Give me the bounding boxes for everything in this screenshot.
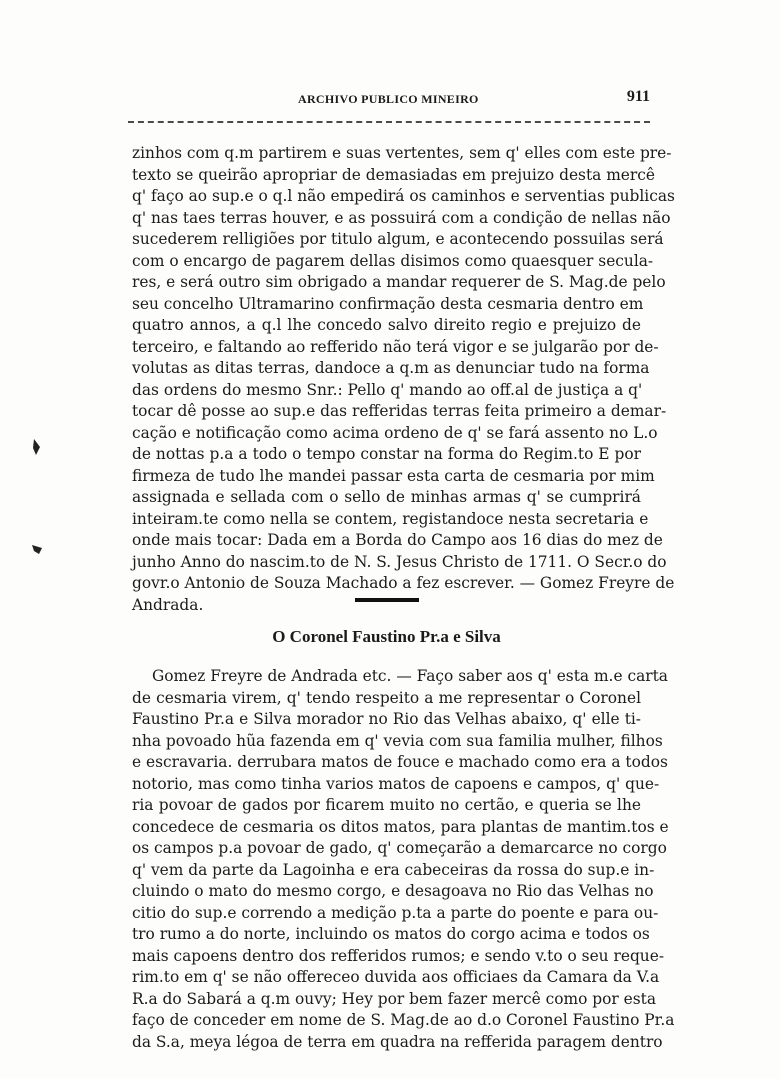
section-heading: O Coronel Faustino Pr.a e Silva [272, 627, 501, 646]
text-line: zinhos com q.m partirem e suas vertentes, sem q' elles com este pre- [132, 144, 672, 162]
text-line: assignada e sellada com o sello de minhas armas q' se cumprirá [132, 488, 641, 506]
text-line: e escravaria. derrubara matos de fouce e machado como era a todos [132, 753, 668, 771]
text-line: tocar dê posse ao sup.e das refferidas terras feita primeiro a demar- [132, 402, 667, 420]
running-head [130, 88, 650, 118]
text-line: tro rumo a do norte, incluindo os matos do corgo acima e todos os [132, 925, 650, 943]
text-line: inteiram.te como nella se contem, registandoce nesta secretaria e [132, 509, 649, 528]
text-line: volutas as ditas terras, dandoce a q.m as denunciar tudo na forma [132, 359, 650, 377]
header-rule [128, 121, 650, 123]
text-line: Andrada. [132, 595, 204, 614]
paragraph-continued [132, 143, 675, 616]
text-line: de nottas p.a a todo o tempo constar na forma do Regim.to E por [132, 445, 641, 463]
text-line: quatro annos, a q.l lhe concedo salvo direito regio e prejuizo de [132, 316, 641, 334]
text-line: ria povoar de gados por ficarem muito no certão, e queria se lhe [132, 796, 641, 814]
text-line: faço de conceder em nome de S. Mag.de ao d.o Coronel Faustino Pr.a [132, 1011, 675, 1029]
text-line: cação e notificação como acima ordeno de q' se fará assento no L.o [132, 423, 658, 442]
text-line: firmeza de tudo lhe mandei passar esta carta de cesmaria por mim [132, 466, 655, 485]
text-line: junho Anno do nascim.to de N. S. Jesus Christo de 1711. O Secr.o do [132, 552, 667, 571]
text-line: cluindo o mato do mesmo corgo, e desagoava no Rio das Velhas no [132, 882, 654, 900]
paragraph-grant [132, 666, 675, 1053]
text-line: mais capoens dentro dos refferidos rumos; e sendo v.to o seu reque- [132, 946, 665, 965]
text-line: sucederem relligiões por titulo algum, e acontecendo possuilas será [132, 230, 664, 248]
text-line: texto se queirão apropriar de demasiadas em prejuizo desta mercê [132, 165, 655, 184]
margin-mark [30, 438, 44, 456]
text-line: Gomez Freyre de Andrada etc. — Faço saber aos q' esta m.e carta [152, 667, 668, 685]
text-line: os campos p.a povoar de gado, q' começarão a demarcarce no corgo [132, 839, 667, 857]
text-line: onde mais tocar: Dada em a Borda do Campo aos 16 dias do mez de [132, 531, 663, 549]
journal-title: ARCHIVO PUBLICO MINEIRO [298, 92, 479, 106]
text-line: concedece de cesmaria os ditos matos, para plantas de mantim.tos e [132, 817, 669, 836]
text-line: Faustino Pr.a e Silva morador no Rio das Velhas abaixo, q' elle ti- [132, 710, 641, 728]
text-line: citio do sup.e correndo a medição p.ta a parte do poente e para ou- [132, 903, 659, 922]
text-line: nha povoado hũa fazenda em q' vevia com sua familia mulher, filhos [132, 731, 663, 750]
text-line: com o encargo de pagarem dellas disimos como quaesquer secula- [132, 251, 654, 270]
text-line: seu concelho Ultramarino confirmação desta cesmaria dentro em [132, 294, 644, 313]
page-number: 911 [626, 88, 650, 105]
text-line: da S.a, meya légoa de terra em quadra na refferida paragem dentro [132, 1032, 663, 1051]
text-line: R.a do Sabará a q.m ouvy; Hey por bem fazer mercê como por esta [132, 989, 656, 1008]
text-line: q' vem da parte da Lagoinha e era cabeceiras da rossa do sup.e in- [132, 860, 655, 879]
text-line: q' nas taes terras houver, e as possuirá com a condição de nellas não [132, 208, 671, 227]
section-divider [355, 598, 419, 602]
text-line: de cesmaria virem, q' tendo respeito a me representar o Coronel [132, 688, 641, 707]
text-line: q' faço ao sup.e o q.l não empedirá os caminhos e serventias publicas [132, 187, 675, 205]
text-line: govr.o Antonio de Souza Machado a fez escrever. — Gomez Freyre de [132, 574, 675, 592]
text-line: das ordens do mesmo Snr.: Pello q' mando ao off.al de justiça a q' [132, 380, 643, 399]
margin-mark [30, 540, 44, 558]
text-line: res, e será outro sim obrigado a mandar requerer de S. Mag.de pelo [132, 273, 666, 291]
text-line: terceiro, e faltando ao refferido não terá vigor e se julgarão por de- [132, 337, 659, 356]
text-line: notorio, mas como tinha varios matos de capoens e campos, q' que- [132, 774, 660, 793]
text-line: rim.to em q' se não offereceo duvida aos officiaes da Camara da V.a [132, 968, 660, 986]
